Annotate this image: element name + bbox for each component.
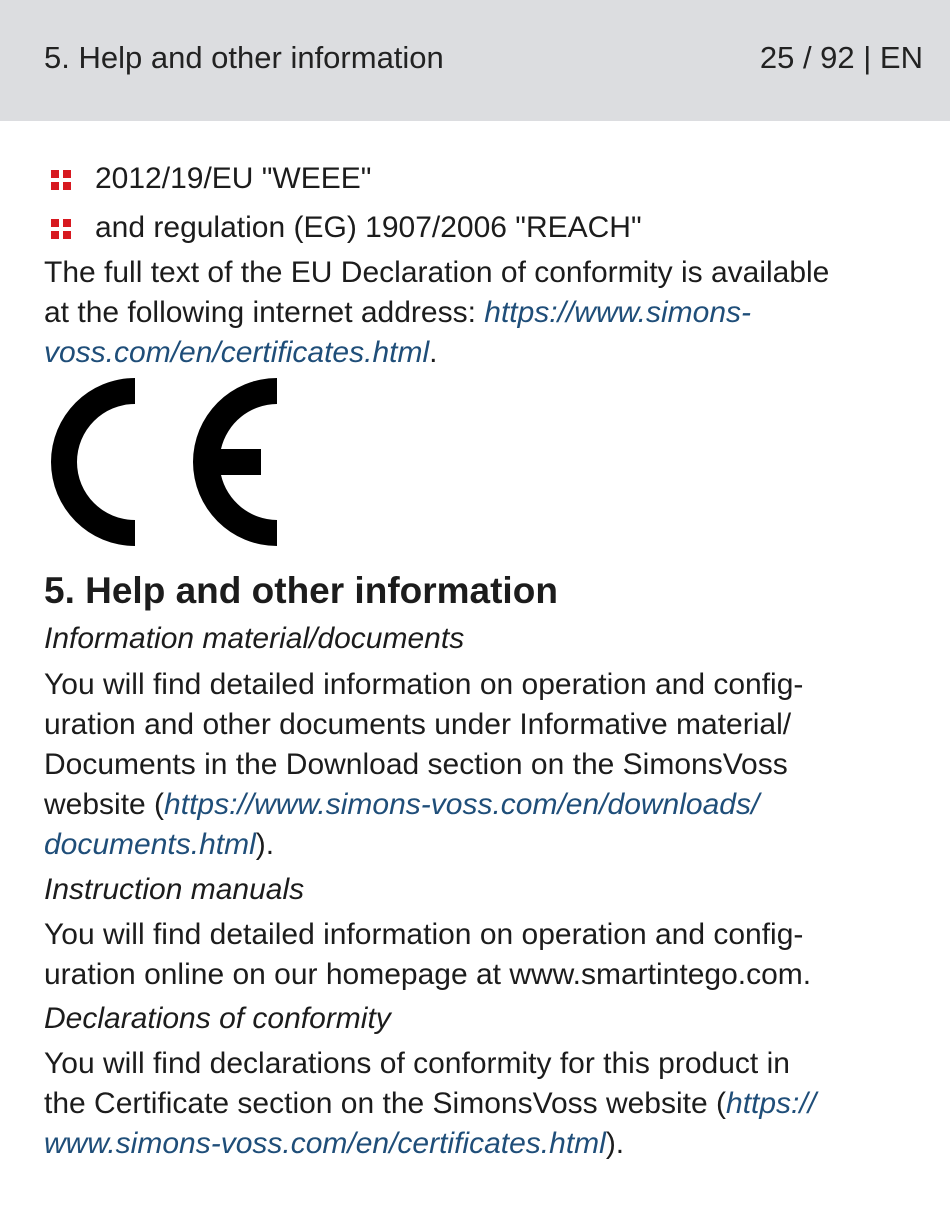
square-bullet-icon bbox=[51, 170, 71, 190]
subsection-title: Information material/documents bbox=[44, 622, 465, 655]
downloads-link-cont[interactable]: documents.html bbox=[44, 828, 256, 861]
conformity-link[interactable]: https:// bbox=[726, 1087, 817, 1120]
text-line: You will find detailed information on operation and config- bbox=[44, 918, 804, 951]
text-line: Documents in the Download section on the SimonsVoss bbox=[44, 748, 788, 781]
list-item-text: 2012/19/EU "WEEE" bbox=[95, 162, 372, 195]
list-item bbox=[44, 159, 371, 199]
certificates-link[interactable]: https://www.simons- bbox=[484, 296, 751, 329]
square-bullet-icon bbox=[51, 219, 71, 239]
eu-declaration-paragraph bbox=[44, 253, 924, 373]
conformity-paragraph bbox=[44, 1044, 924, 1164]
page-indicator: 25 / 92 | EN bbox=[759, 40, 923, 75]
punctuation: ). bbox=[255, 828, 275, 861]
list-item bbox=[44, 208, 642, 248]
subsection-title: Declarations of conformity bbox=[44, 1002, 391, 1035]
text-line: website ( bbox=[44, 788, 165, 821]
text-line: uration and other documents under Informative material/ bbox=[44, 708, 792, 741]
text-line: the Certificate section on the SimonsVoss website ( bbox=[44, 1087, 727, 1120]
punctuation: . bbox=[429, 336, 438, 369]
text-line: The full text of the EU Declaration of conformity is available bbox=[44, 256, 830, 289]
text-line: You will find declarations of conformity for this product in bbox=[44, 1047, 790, 1080]
subsection-title: Instruction manuals bbox=[44, 873, 305, 906]
list-item-text: and regulation (EG) 1907/2006 "REACH" bbox=[95, 211, 642, 244]
text-line: You will find detailed information on operation and config- bbox=[44, 668, 804, 701]
info-material-paragraph bbox=[44, 665, 924, 865]
page-header bbox=[0, 0, 950, 121]
manuals-paragraph bbox=[44, 915, 924, 995]
punctuation: ). bbox=[605, 1127, 625, 1160]
header-section-title: 5. Help and other information bbox=[44, 40, 444, 75]
downloads-link[interactable]: https://www.simons-voss.com/en/downloads/ bbox=[164, 788, 760, 821]
section-heading: 5. Help and other information bbox=[44, 570, 558, 611]
text-line: at the following internet address: bbox=[44, 296, 485, 329]
text-line: uration online on our homepage at www.smartintego.com. bbox=[44, 958, 812, 991]
conformity-link-cont[interactable]: www.simons-voss.com/en/certificates.html bbox=[44, 1127, 606, 1160]
certificates-link-cont[interactable]: voss.com/en/certificates.html bbox=[44, 336, 430, 369]
ce-mark-icon bbox=[43, 378, 279, 546]
